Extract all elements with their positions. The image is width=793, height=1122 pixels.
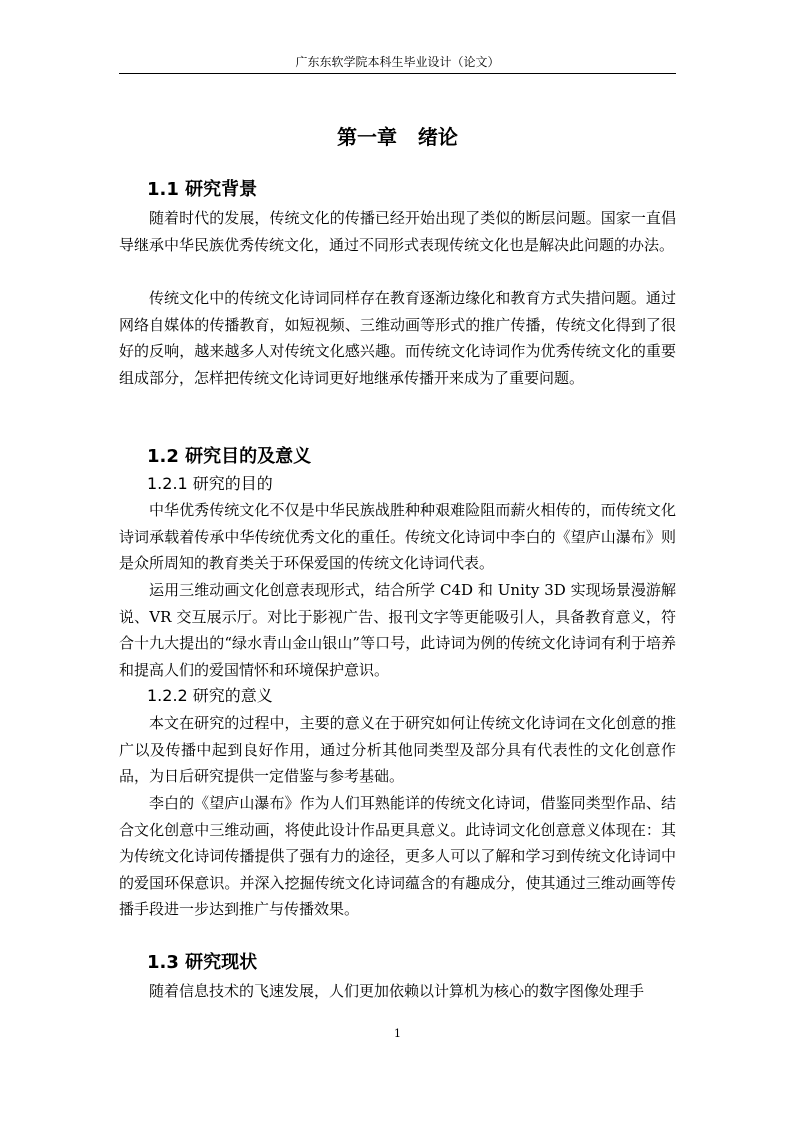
header-rule [119, 73, 676, 74]
paragraph: 随着时代的发展，传统文化的传播已经开始出现了类似的断层问题。国家一直倡导继承中华民族优秀传统文化，通过不同形式表现传统文化也是解决此问题的办法。 [119, 209, 676, 254]
section-heading-1-2: 1.2 研究目的及意义 [147, 446, 312, 467]
subsection-heading-1-2-1: 1.2.1 研究的目的 [147, 474, 273, 493]
paragraph: 中华优秀传统文化不仅是中华民族战胜种种艰难险阻而薪火相传的，而传统文化诗词承载着传承中华传统优秀文化的重任。传统文化诗词中李白的《望庐山瀑布》则是众所周知的教育类关于环保爱国的传统文化诗词代表。 [119, 501, 676, 572]
paragraph: 运用三维动画文化创意表现形式，结合所学 C4D 和 Unity 3D 实现场景漫游解说、VR 交互展示厅。对比于影视广告、报刊文字等更能吸引人，具备教育意义，符合十九大提出的“绿水青山金山银山”等口号，此诗词为例的传统文化诗词有利于培养和提高人们的爱国情怀和环境保护意识。 [119, 581, 676, 679]
section-heading-1-3: 1.3 研究现状 [147, 952, 258, 973]
section-heading-1-1: 1.1 研究背景 [147, 179, 258, 200]
paragraph: 传统文化中的传统文化诗词同样存在教育逐渐边缘化和教育方式失措问题。通过网络自媒体的传播教育，如短视频、三维动画等形式的推广传播，传统文化得到了很好的反响，越来越多人对传统文化感兴趣。而传统文化诗词作为优秀传统文化的重要组成部分，怎样把传统文化诗词更好地继承传播开来成为了重要问题。 [119, 289, 676, 387]
paragraph: 李白的《望庐山瀑布》作为人们耳熟能详的传统文化诗词，借鉴同类型作品、结合文化创意中三维动画，将使此设计作品更具意义。此诗词文化创意意义体现在：其为传统文化诗词传播提供了强有力的途径，更多人可以了解和学习到传统文化诗词中的爱国环保意识。并深入挖掘传统文化诗词蕴含的有趣成分，使其通过三维动画等传播手段进一步达到推广与传播效果。 [119, 794, 676, 918]
paragraph: 本文在研究的过程中，主要的意义在于研究如何让传统文化诗词在文化创意的推广以及传播中起到良好作用，通过分析其他同类型及部分具有代表性的文化创意作品，为日后研究提供一定借鉴与参考基础。 [119, 714, 676, 785]
page-number: 1 [394, 1027, 401, 1040]
chapter-title: 第一章 绪论 [337, 125, 458, 149]
paragraph: 随着信息技术的飞速发展，人们更加依赖以计算机为核心的数字图像处理手 [149, 982, 645, 1000]
subsection-heading-1-2-2: 1.2.2 研究的意义 [147, 686, 273, 705]
page-header: 广东东软学院本科生毕业设计（论文） [295, 55, 500, 69]
